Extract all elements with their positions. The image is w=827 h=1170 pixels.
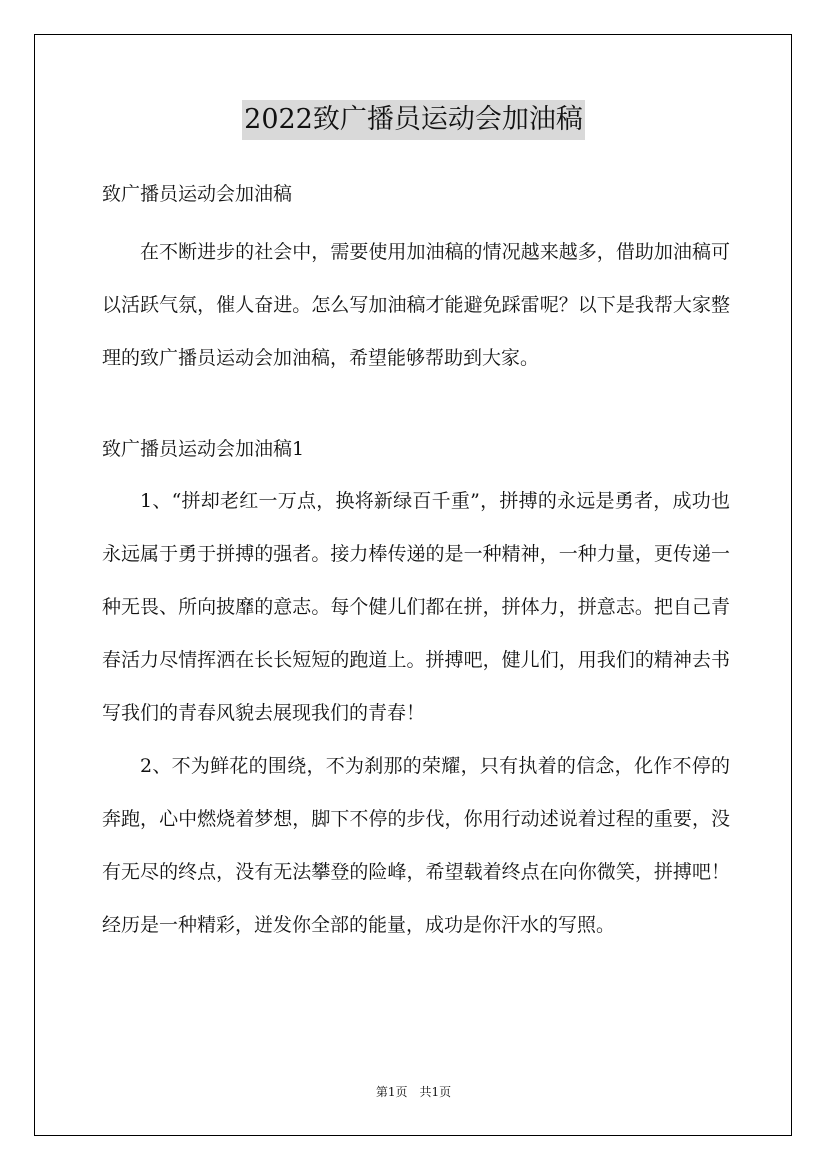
document-body bbox=[102, 172, 730, 952]
document-subtitle: 致广播员运动会加油稿 bbox=[102, 183, 293, 205]
intro-paragraph: 在不断进步的社会中，需要使用加油稿的情况越来越多，借助加油稿可以活跃气氛，催人奋进。怎么写加油稿才能避免踩雷呢？以下是我帮大家整理的致广播员运动会加油稿，希望能够帮助到大家。 bbox=[102, 241, 730, 369]
section-heading: 致广播员运动会加油稿1 bbox=[102, 438, 305, 460]
title-area bbox=[0, 100, 827, 140]
body-paragraph-1: 1、“拼却老红一万点，换将新绿百千重”，拼搏的永远是勇者，成功也永远属于勇于拼搏的强者。接力棒传递的是一种精神，一种力量，更传递一种无畏、所向披靡的意志。每个健儿们都在拼，拼体力，拼意志。把自己青春活力尽情挥洒在长长短短的跑道上。拼搏吧，健儿们，用我们的精神去书写我们的青春风貌去展现我们的青春！ bbox=[102, 490, 730, 724]
body-paragraph-2: 2、不为鲜花的围绕，不为刹那的荣耀，只有执着的信念，化作不停的奔跑，心中燃烧着梦想，脚下不停的步伐，你用行动述说着过程的重要，没有无尽的终点，没有无法攀登的险峰，希望载着终点在向你微笑，拼搏吧！经历是一种精彩，迸发你全部的能量，成功是你汗水的写照。 bbox=[102, 755, 730, 936]
page-footer: 第1页 共1页 bbox=[375, 1085, 452, 1099]
blank-line bbox=[102, 385, 730, 425]
document-title: 2022致广播员运动会加油稿 bbox=[242, 100, 585, 140]
